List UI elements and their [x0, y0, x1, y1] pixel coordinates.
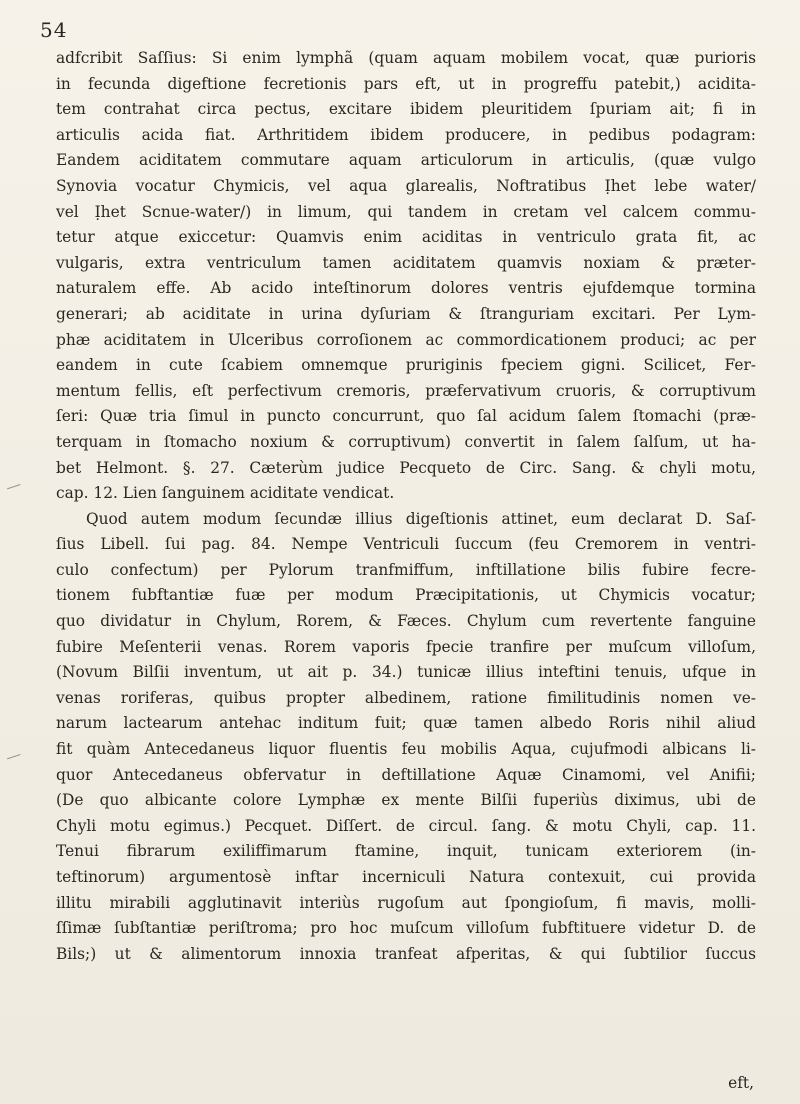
text-line: quo dividatur in Chylum, Rorem, & Fæces. Chylum cum revertente fanguine — [56, 612, 756, 631]
text-line: bet Helmont. §. 27. Cæterùm judice Pecqueto de Circ. Sang. & chyli motu, — [56, 458, 756, 477]
text-line: terquam in ſtomacho noxium & corruptivum) convertit in ſalem ſalſum, ut ha- — [56, 432, 756, 451]
text-line: ſius Libell. ſui pag. 84. Nempe Ventriculi ſuccum (feu Cremorem in ventri- — [56, 535, 756, 554]
text-line: Eandem aciditatem commutare aquam articulorum in articulis, (quæ vulgo — [56, 151, 756, 170]
text-line: ſſimæ ſubſtantiæ periſtroma; pro hoc muſcum villoſum fubftituere videtur D. de — [56, 919, 756, 938]
margin-mark — [7, 484, 23, 497]
text-line: tetur atque exiccetur: Quamvis enim aciditas in ventriculo grata fit, ac — [56, 228, 756, 247]
text-line: Chyli motu egimus.) Pecquet. Diſſert. de circul. ſang. & motu Chyli, cap. 11. — [56, 816, 756, 835]
text-line: teftinorum) argumentosè inftar incerniculi Natura contexuit, cui provida — [56, 868, 756, 886]
text-line: phæ aciditatem in Ulceribus corroſionem ac commordicationem produci; ac per — [56, 330, 756, 349]
text-line: Tenui fibrarum exiliffimarum ftamine, inquit, tunicam exteriorem (in- — [56, 842, 756, 861]
text-line: vulgaris, extra ventriculum tamen aciditatem quamvis noxiam & præter- — [56, 253, 756, 272]
text-line: naturalem effe. Ab acido inteſtinorum dolores ventris ejufdemque tormina — [56, 279, 756, 298]
page-number: 54 — [40, 18, 68, 42]
text-line: (Novum Bilſii inventum, ut ait p. 34.) tunicæ illius inteftini tenuis, ufque in — [56, 663, 756, 682]
text-line: fit quàm Antecedaneus liquor fluentis feu mobilis Aqua, cujufmodi albicans li- — [56, 740, 756, 759]
text-line: Bils;) ut & alimentorum innoxia tranfeat afperitas, & qui ſubtilior ſuccus — [56, 944, 756, 963]
text-line: culo confectum) per Pylorum tranfmiffum, inftillatione bilis fubire fecre- — [56, 560, 756, 579]
catchword: eft, — [728, 1074, 754, 1092]
body-text — [56, 46, 756, 967]
text-line: in fecunda digeftione fecretionis pars eft, ut in progreffu patebit,) acidita- — [56, 74, 756, 93]
text-line: tionem fubftantiæ fuæ per modum Præcipitationis, ut Chymicis vocatur; — [56, 586, 756, 605]
margin-mark — [7, 754, 23, 767]
text-line: venas roriferas, quibus propter albedinem, ratione fimilitudinis nomen ve- — [56, 688, 756, 707]
text-line: cap. 12. Lien ſanguinem aciditate vendicat. — [56, 484, 395, 503]
text-line: Synovia vocatur Chymicis, vel aqua glarealis, Noftratibus Ịhet lebe water/ — [56, 176, 756, 195]
text-line: adfcribit Saſſius: Si enim lymphã (quam aquam mobilem vocat, quæ purioris — [56, 49, 756, 67]
text-line: tem contrahat circa pectus, excitare ibidem pleuritidem ſpuriam ait; fi in — [56, 100, 756, 119]
text-line: ſeri: Quæ tria ſimul in puncto concurrunt, quo ſal acidum ſalem ſtomachi (præ- — [56, 407, 756, 426]
text-line: quor Antecedaneus obfervatur in deftillatione Aquæ Cinamomi, vel Anifii; — [56, 765, 756, 784]
text-line: mentum fellis, eſt perfectivum cremoris, præfervativum cruoris, & corruptivum — [56, 381, 756, 400]
text-line: generari; ab aciditate in urina dyſuriam & ſtranguriam excitari. Per Lym- — [56, 304, 756, 323]
text-line: illitu mirabili agglutinavit interiùs rugoſum aut ſpongioſum, fi mavis, molli- — [56, 893, 756, 912]
text-line: narum lactearum antehac inditum fuit; quæ tamen albedo Roris nihil aliud — [56, 714, 756, 733]
text-line: eandem in cute ſcabiem omnemque pruriginis fpeciem gigni. Scilicet, Fer- — [56, 356, 756, 375]
text-line: articulis acida fiat. Arthritidem ibidem producere, in pedibus podagram: — [56, 125, 756, 144]
text-line: (De quo albicante colore Lymphæ ex mente Bilſii fuperiùs diximus, ubi de — [56, 791, 756, 810]
text-line: fubire Meſenterii venas. Rorem vaporis fpecie tranfire per muſcum villoſum, — [56, 637, 756, 656]
text-line: vel Ịhet Scnue-water/) in limum, qui tandem in cretam vel calcem commu- — [56, 202, 756, 221]
text-line: Quod autem modum ſecundæ illius digeſtionis attinet, eum declarat D. Saſ- — [86, 509, 756, 528]
